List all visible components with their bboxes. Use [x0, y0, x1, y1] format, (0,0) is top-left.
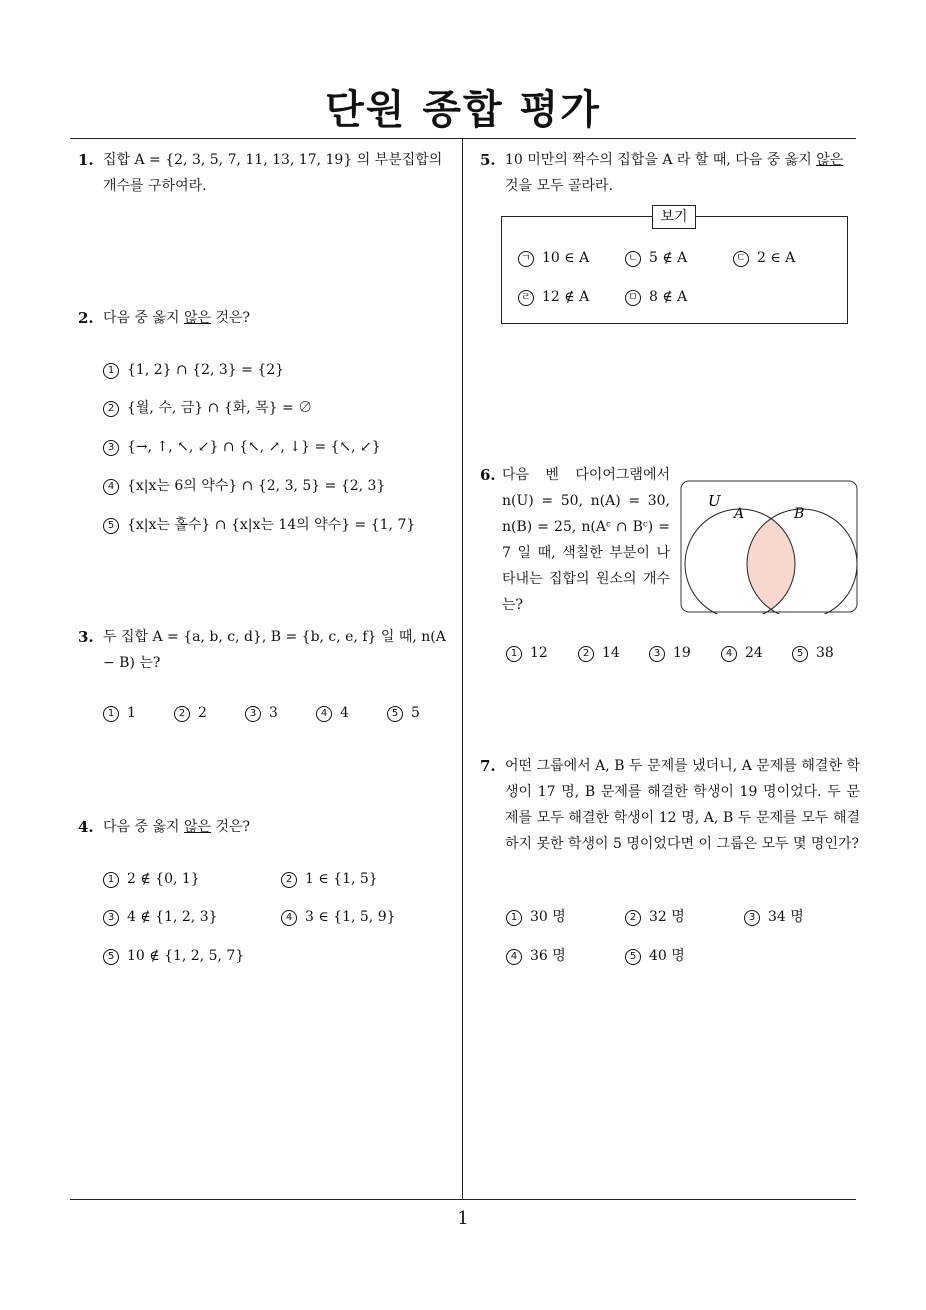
choice-text: {x|x는 홀수} ∩ {x|x는 14의 약수} = {1, 7} — [127, 517, 416, 533]
question-number: 5. — [480, 151, 496, 169]
example-text: 2 ∈ A — [757, 250, 796, 266]
universe-label: U — [708, 492, 721, 510]
choice[interactable] — [281, 907, 396, 927]
example-mark: ㄱ — [518, 251, 534, 267]
question-text: 다음 벤 다이어그램에서 n(U) = 50, n(A) = 30, n(B) = 25, n(Aᶜ ∩ Bᶜ) = 7 일 때, 색칠한 부분이 나타내는 집합의 원소의 개수는? — [502, 467, 670, 613]
choice-mark: 1 — [103, 706, 119, 722]
choice-mark: 4 — [316, 706, 332, 722]
choice-mark: 2 — [625, 910, 641, 926]
choice[interactable] — [792, 643, 834, 663]
question-number: 4. — [78, 818, 94, 836]
choice-text: 12 — [530, 645, 548, 661]
choice-text: {→, ↑, ↖, ↙} ∩ {↖, ↗, ↓} = {↖, ↙} — [127, 439, 381, 455]
emphasis-underline: 않은 — [816, 152, 844, 168]
bottom-rule — [70, 1199, 856, 1200]
choice-mark: 3 — [103, 440, 119, 456]
choice-text: 2 ∉ {0, 1} — [127, 871, 200, 887]
example-item — [625, 248, 687, 268]
emphasis-underline: 않은 — [183, 819, 212, 835]
example-box — [501, 216, 848, 324]
question-7 — [480, 753, 860, 857]
choice[interactable] — [649, 643, 691, 663]
choice-text: 34 명 — [768, 909, 804, 925]
choice[interactable] — [103, 437, 381, 457]
question-6 — [480, 462, 670, 618]
column-divider — [462, 139, 463, 1200]
example-text: 12 ∉ A — [542, 289, 590, 305]
choice-text: 19 — [673, 645, 691, 661]
choice[interactable] — [281, 869, 378, 889]
choice-mark: 1 — [103, 363, 119, 379]
question-text: 10 미만의 짝수의 집합을 A 라 할 때, 다음 중 옳지 않은 것을 모두 골라라. — [505, 152, 844, 194]
top-rule — [70, 138, 856, 139]
choice[interactable] — [103, 360, 284, 380]
choice-mark: 2 — [281, 872, 297, 888]
choice-mark: 4 — [506, 949, 522, 965]
choice-text: {x|x는 6의 약수} ∩ {2, 3, 5} = {2, 3} — [127, 478, 386, 494]
choice[interactable] — [387, 703, 420, 723]
choice[interactable] — [744, 907, 804, 927]
choice-text: 2 — [198, 705, 207, 721]
question-2 — [78, 305, 456, 331]
choice[interactable] — [103, 907, 218, 927]
question-number: 1. — [78, 151, 94, 169]
choice-mark: 2 — [103, 401, 119, 417]
choice-mark: 3 — [245, 706, 261, 722]
choice[interactable] — [625, 946, 685, 966]
question-4 — [78, 814, 456, 840]
choice[interactable] — [506, 946, 566, 966]
choice-text: 4 — [340, 705, 349, 721]
choice-text: 3 — [269, 705, 278, 721]
choice[interactable] — [174, 703, 207, 723]
choice-text: 30 명 — [530, 909, 566, 925]
question-number: 3. — [78, 628, 94, 646]
set-a-label: A — [734, 506, 745, 522]
example-mark: ㄷ — [733, 251, 749, 267]
choice-mark: 5 — [387, 706, 403, 722]
question-text: 다음 중 옳지 않은 것은? — [103, 819, 251, 835]
choice-text: 14 — [602, 645, 620, 661]
choice-mark: 1 — [506, 646, 522, 662]
choice-text: {1, 2} ∩ {2, 3} = {2} — [127, 362, 285, 378]
choice[interactable] — [103, 398, 312, 418]
choice-text: 3 ∈ {1, 5, 9} — [305, 909, 396, 925]
choice-mark: 5 — [792, 646, 808, 662]
choice-mark: 4 — [103, 479, 119, 495]
choice-mark: 4 — [281, 910, 297, 926]
choice[interactable] — [721, 643, 763, 663]
example-mark: ㄹ — [518, 290, 534, 306]
choice[interactable] — [316, 703, 349, 723]
question-3 — [78, 624, 456, 676]
choice[interactable] — [506, 643, 548, 663]
choice[interactable] — [103, 515, 415, 535]
choice[interactable] — [578, 643, 620, 663]
choice[interactable] — [103, 869, 200, 889]
choice-text: 38 — [816, 645, 834, 661]
choice[interactable] — [506, 907, 566, 927]
choice-text: 1 ∈ {1, 5} — [305, 871, 378, 887]
choice-mark: 4 — [721, 646, 737, 662]
question-5 — [480, 147, 860, 199]
example-item — [625, 287, 687, 307]
choice-text: 1 — [127, 705, 136, 721]
example-mark: ㄴ — [625, 251, 641, 267]
choice[interactable] — [103, 946, 244, 966]
choice-text: {월, 수, 금} ∩ {화, 목} = ∅ — [127, 400, 313, 416]
venn-diagram — [680, 480, 858, 614]
choice-text: 5 — [411, 705, 420, 721]
choice-text: 10 ∉ {1, 2, 5, 7} — [127, 948, 245, 964]
choice-text: 36 명 — [530, 948, 566, 964]
choice[interactable] — [103, 476, 385, 496]
choice-text: 24 — [745, 645, 763, 661]
question-text: 집합 A = {2, 3, 5, 7, 11, 13, 17, 19} 의 부분집합의 개수를 구하여라. — [103, 152, 443, 194]
question-text: 어떤 그룹에서 A, B 두 문제를 냈더니, A 문제를 해결한 학생이 17 명, B 문제를 해결한 학생이 19 명이었다. 두 문제를 모두 해결한 학생이 12 명, A, B 두 문제를 모두 해결하지 못한 학생이 5 명이었다면 이 그룹은 모두 몇 명인가? — [505, 758, 860, 852]
question-number: 2. — [78, 309, 94, 327]
choice-text: 40 명 — [649, 948, 685, 964]
question-number: 6. — [480, 466, 496, 484]
question-1 — [78, 147, 456, 199]
choice-mark: 5 — [103, 949, 119, 965]
choice-mark: 5 — [103, 518, 119, 534]
example-text: 8 ∉ A — [649, 289, 688, 305]
choice-text: 4 ∉ {1, 2, 3} — [127, 909, 218, 925]
choice-mark: 5 — [625, 949, 641, 965]
question-number: 7. — [480, 757, 496, 775]
choice[interactable] — [625, 907, 685, 927]
choice-mark: 1 — [506, 910, 522, 926]
page-title: 단원 종합 평가 — [325, 87, 601, 133]
example-box-label: 보기 — [652, 205, 696, 229]
choice[interactable] — [103, 703, 136, 723]
example-text: 10 ∈ A — [542, 250, 590, 266]
choice-mark: 3 — [744, 910, 760, 926]
example-item — [518, 248, 589, 268]
question-text: 다음 중 옳지 않은 것은? — [103, 310, 251, 326]
example-item — [733, 248, 795, 268]
choice[interactable] — [245, 703, 278, 723]
choice-mark: 1 — [103, 872, 119, 888]
page-number: 1 — [457, 1208, 469, 1229]
choice-mark: 2 — [174, 706, 190, 722]
example-text: 5 ∉ A — [649, 250, 688, 266]
example-mark: ㅁ — [625, 290, 641, 306]
choice-mark: 3 — [649, 646, 665, 662]
emphasis-underline: 않은 — [183, 310, 212, 326]
question-text: 두 집합 A = {a, b, c, d}, B = {b, c, e, f} 일 때, n(A − B) 는? — [103, 629, 446, 671]
choice-mark: 2 — [578, 646, 594, 662]
choice-mark: 3 — [103, 910, 119, 926]
set-b-label: B — [794, 506, 805, 522]
choice-text: 32 명 — [649, 909, 685, 925]
example-item — [518, 287, 589, 307]
